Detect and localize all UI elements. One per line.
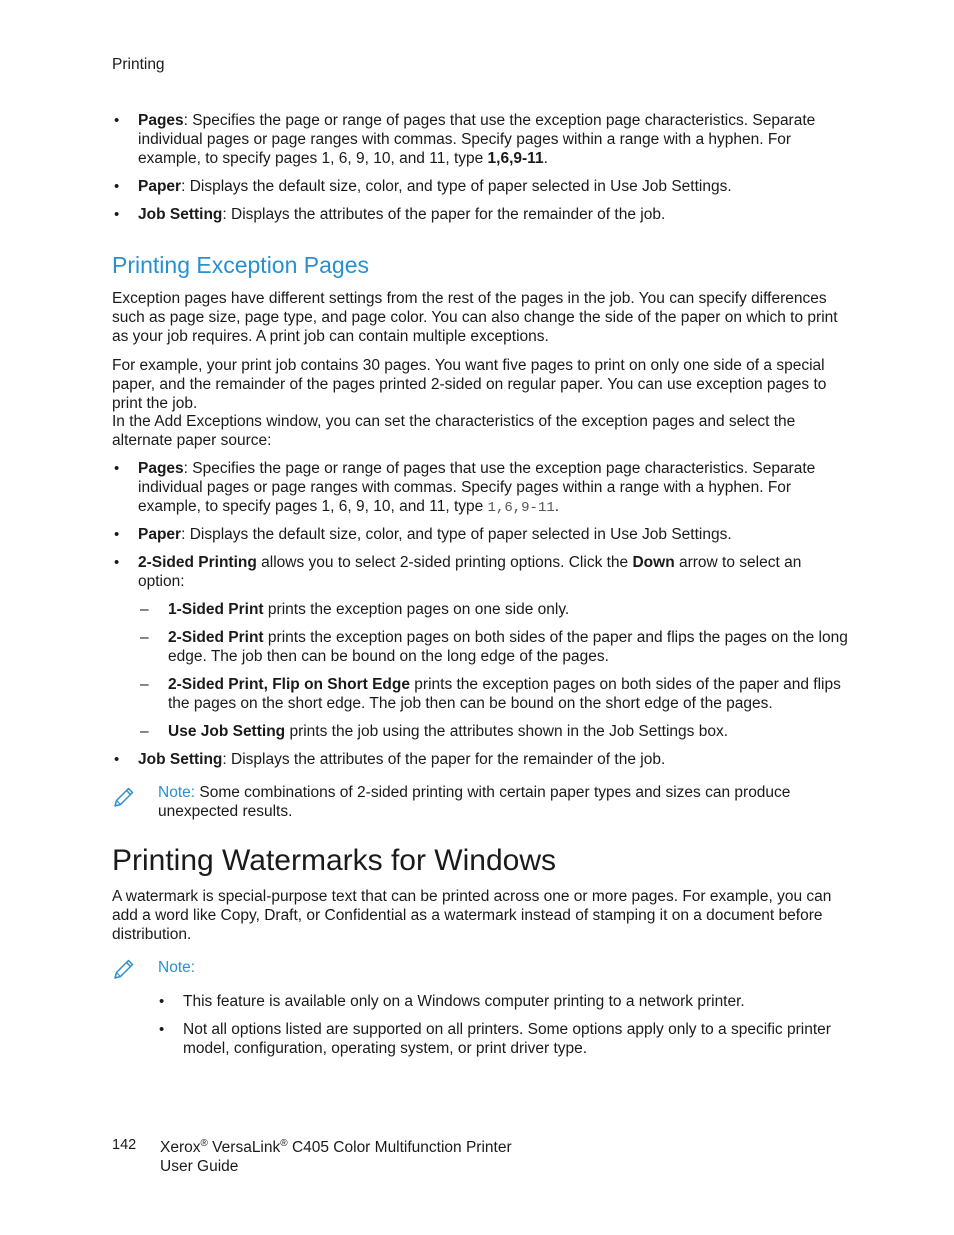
section-heading-exception-pages: Printing Exception Pages <box>112 252 369 278</box>
pencil-icon <box>112 957 136 981</box>
sub-list-item: – 1-Sided Print prints the exception pages on one side only. <box>168 600 848 619</box>
page-number: 142 <box>112 1137 137 1153</box>
paragraph: Exception pages have different settings from the rest of the pages in the job. You can specify differences such as page size, page type, and page color. You can also change the side of the paper on which to print as your job requires. A print job can contain multiple exceptions. <box>112 290 838 345</box>
running-header: Printing <box>112 56 165 73</box>
sub-list-item: – 2-Sided Print prints the exception pages on both sides of the paper and flips the pages on the long edge. The job then can be bound on the long edge of the pages. <box>168 628 848 666</box>
sub-list-item: – 2-Sided Print, Flip on Short Edge prints the exception pages on both sides of the paper and flips the pages on the short edge. The job then can be bound on the short edge of the pages. <box>168 675 848 713</box>
paragraph: For example, your print job contains 30 pages. You want five pages to print on only one side of a special paper, and the remainder of the pages printed 2-sided on regular paper. You can use exception pages to print the job. <box>112 357 827 412</box>
paragraph: A watermark is special-purpose text that can be printed across one or more pages. For example, you can add a word like Copy, Draft, or Confidential as a watermark instead of stamping it on a document before distribution. <box>112 888 832 943</box>
list-item: • Job Setting: Displays the attributes of the paper for the remainder of the job. <box>138 750 848 769</box>
section-heading-watermarks: Printing Watermarks for Windows <box>112 844 556 877</box>
sub-list-item: – Use Job Setting prints the job using the attributes shown in the Job Settings box. <box>168 722 848 741</box>
list-item: • Paper: Displays the default size, color, and type of paper selected in Use Job Settings. <box>138 525 848 544</box>
footer-title: Xerox® VersaLink® C405 Color Multifunction Printer User Guide <box>160 1137 512 1175</box>
list-item: • Pages: Specifies the page or range of pages that use the exception page characteristics. Separate individual pages or page ranges with commas. Specify pages within a range with a hyphen. For example, to specify pages 1, 6, 9, 10, and 11, type 1,6,9-11. <box>138 459 848 518</box>
list-item: • Job Setting: Displays the attributes of the paper for the remainder of the job. <box>138 205 848 224</box>
list-item: • Paper: Displays the default size, color, and type of paper selected in Use Job Settings. <box>138 177 848 196</box>
note-label: Note: <box>158 959 196 976</box>
list-item: • 2-Sided Printing allows you to select 2-sided printing options. Click the Down arrow to select an option: <box>138 553 848 591</box>
list-item: • This feature is available only on a Windows computer printing to a network printer. <box>183 992 848 1011</box>
list-item: • Pages: Specifies the page or range of pages that use the exception page characteristics. Separate individual pages or page ranges with commas. Specify pages within a range with a hyphen. For example, to specify pages 1, 6, 9, 10, and 11, type 1,6,9-11. <box>138 111 848 168</box>
pencil-icon <box>112 785 136 809</box>
paragraph: In the Add Exceptions window, you can set the characteristics of the exception pages and select the alternate paper source: <box>112 413 796 449</box>
note: Note: Some combinations of 2-sided printing with certain paper types and sizes can produce unexpected results. <box>158 784 791 820</box>
list-item: • Not all options listed are supported on all printers. Some options apply only to a specific printer model, configuration, operating system, or print driver type. <box>183 1020 848 1058</box>
